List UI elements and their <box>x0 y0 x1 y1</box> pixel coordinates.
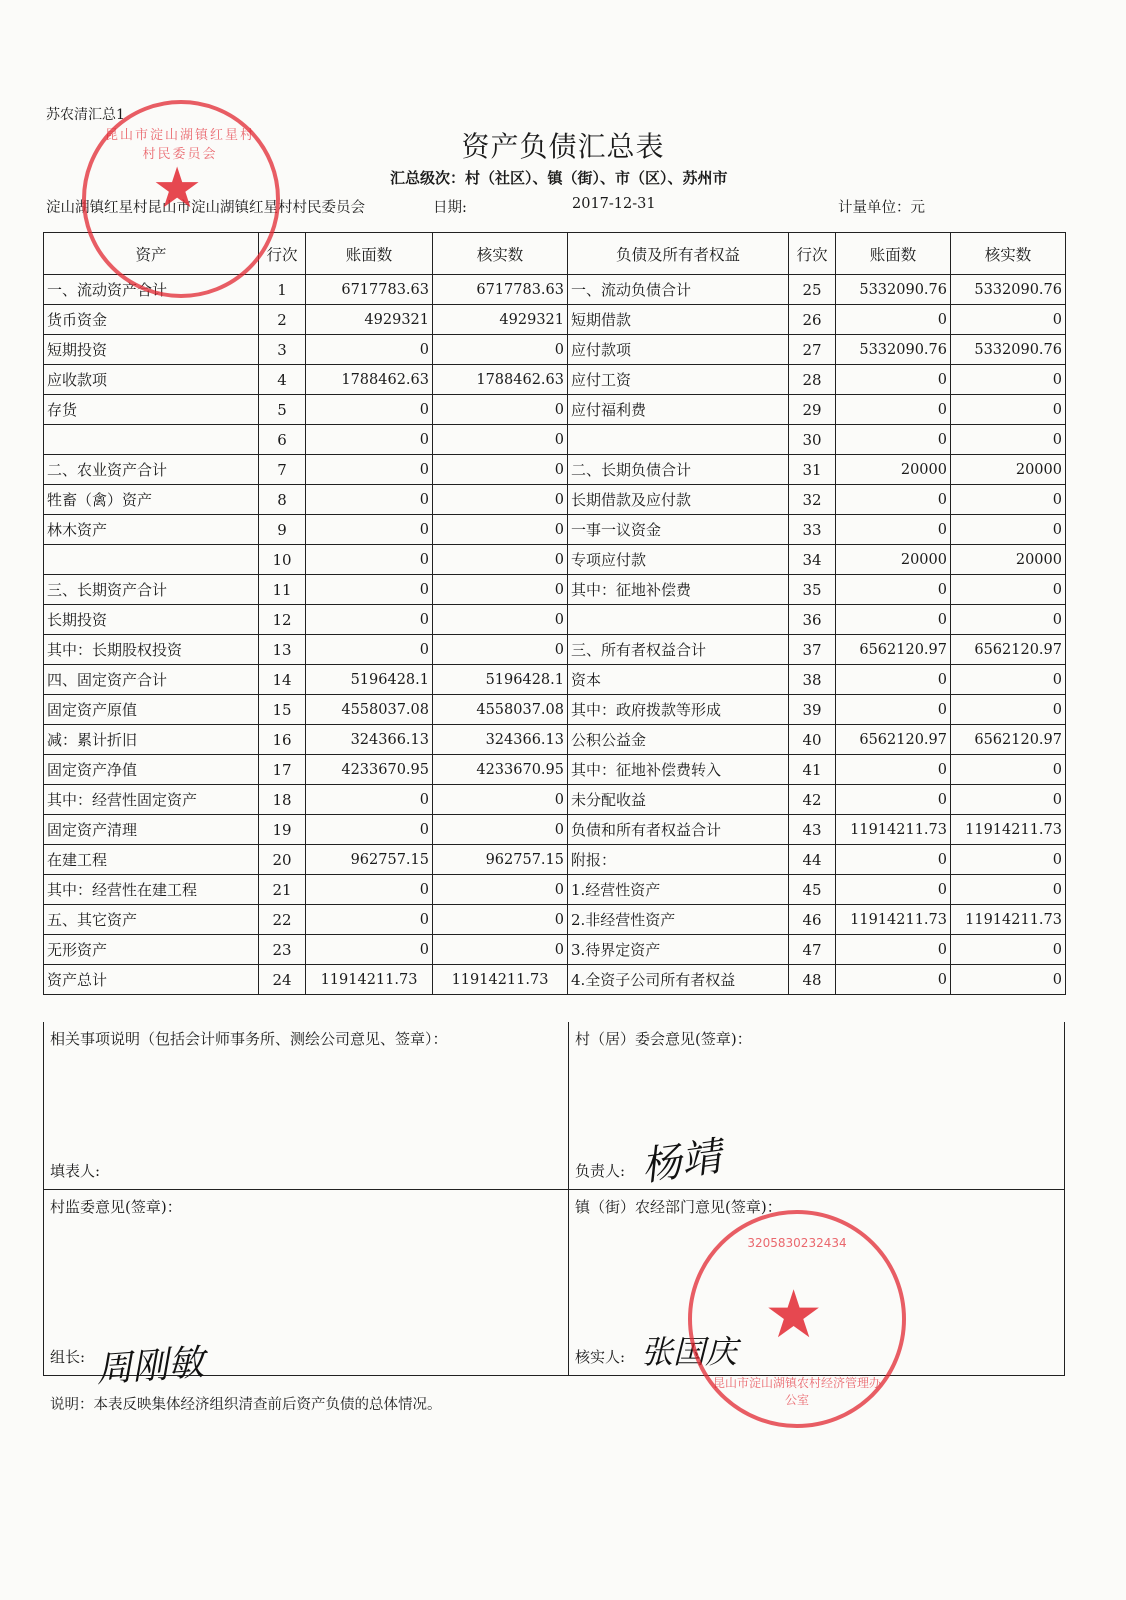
table-row <box>44 485 1066 515</box>
asset-book-value: 0 <box>306 905 433 935</box>
asset-verified-value: 11914211.73 <box>433 965 568 995</box>
col-header-row-no: 行次 <box>789 233 836 275</box>
asset-verified-value: 0 <box>433 605 568 635</box>
liability-item-name: 应付工资 <box>568 365 789 395</box>
asset-book-value: 0 <box>306 485 433 515</box>
star-icon: ★ <box>764 1276 824 1353</box>
asset-row-no: 22 <box>259 905 306 935</box>
opinion-section <box>43 1022 1065 1391</box>
liability-item-name: 短期借款 <box>568 305 789 335</box>
asset-verified-value: 0 <box>433 485 568 515</box>
liability-book-value: 6562120.97 <box>836 725 951 755</box>
table-row <box>44 755 1066 785</box>
liability-item-name: 负债和所有者权益合计 <box>568 815 789 845</box>
liability-row-no: 33 <box>789 515 836 545</box>
liability-item-name: 1.经营性资产 <box>568 875 789 905</box>
asset-book-value: 962757.15 <box>306 845 433 875</box>
table-body <box>44 275 1066 995</box>
liability-book-value: 6562120.97 <box>836 635 951 665</box>
asset-item-name: 固定资产清理 <box>44 815 259 845</box>
footer-note: 说明：本表反映集体经济组织清查前后资产负债的总体情况。 <box>50 1397 442 1413</box>
team-leader-signature: 周刚敏 <box>94 1342 206 1391</box>
liability-row-no: 47 <box>789 935 836 965</box>
supervision-box <box>43 1190 568 1391</box>
asset-book-value: 0 <box>306 605 433 635</box>
organization-name: 淀山湖镇红星村昆山市淀山湖镇红星村村民委员会 <box>46 200 365 216</box>
asset-row-no: 23 <box>259 935 306 965</box>
liability-item-name: 一事一议资金 <box>568 515 789 545</box>
asset-book-value: 6717783.63 <box>306 275 433 305</box>
seal-text: 昆山市淀山湖镇农村经济管理办公室 <box>712 1376 881 1407</box>
asset-verified-value: 0 <box>433 545 568 575</box>
liability-book-value: 0 <box>836 935 951 965</box>
liability-verified-value: 0 <box>951 785 1066 815</box>
asset-row-no: 6 <box>259 425 306 455</box>
asset-book-value: 0 <box>306 395 433 425</box>
asset-row-no: 10 <box>259 545 306 575</box>
liability-verified-value: 0 <box>951 695 1066 725</box>
asset-item-name: 二、农业资产合计 <box>44 455 259 485</box>
liability-verified-value: 0 <box>951 935 1066 965</box>
asset-verified-value: 0 <box>433 635 568 665</box>
liability-item-name: 4.全资子公司所有者权益 <box>568 965 789 995</box>
asset-verified-value: 0 <box>433 935 568 965</box>
balance-sheet-table <box>43 232 1066 995</box>
asset-book-value: 0 <box>306 455 433 485</box>
unit-label: 计量单位：元 <box>838 200 925 216</box>
asset-verified-value: 0 <box>433 785 568 815</box>
asset-item-name: 其中：经营性在建工程 <box>44 875 259 905</box>
asset-item-name: 长期投资 <box>44 605 259 635</box>
town-dept-label: 镇（街）农经部门意见(签章)： <box>575 1198 782 1216</box>
asset-row-no: 11 <box>259 575 306 605</box>
seal-code: 3205830232434 <box>747 1236 847 1250</box>
asset-verified-value: 1788462.63 <box>433 365 568 395</box>
liability-item-name: 未分配收益 <box>568 785 789 815</box>
asset-row-no: 13 <box>259 635 306 665</box>
asset-item-name: 固定资产原值 <box>44 695 259 725</box>
asset-item-name: 无形资产 <box>44 935 259 965</box>
liability-book-value: 0 <box>836 365 951 395</box>
liability-item-name: 二、长期负债合计 <box>568 455 789 485</box>
asset-row-no: 19 <box>259 815 306 845</box>
table-row <box>44 545 1066 575</box>
liability-verified-value: 0 <box>951 755 1066 785</box>
col-header-verified-value: 核实数 <box>433 233 568 275</box>
asset-book-value: 0 <box>306 515 433 545</box>
liability-book-value: 0 <box>836 605 951 635</box>
liability-row-no: 28 <box>789 365 836 395</box>
asset-verified-value: 0 <box>433 335 568 365</box>
asset-row-no: 5 <box>259 395 306 425</box>
table-row <box>44 305 1066 335</box>
liability-book-value: 0 <box>836 485 951 515</box>
liability-item-name: 长期借款及应付款 <box>568 485 789 515</box>
verifier-signature: 张国庆 <box>641 1333 738 1371</box>
liability-item-name: 其中：征地补偿费 <box>568 575 789 605</box>
asset-row-no: 1 <box>259 275 306 305</box>
liability-book-value: 0 <box>836 695 951 725</box>
asset-row-no: 7 <box>259 455 306 485</box>
liability-item-name <box>568 605 789 635</box>
asset-book-value: 0 <box>306 635 433 665</box>
village-committee-seal <box>82 100 280 298</box>
village-committee-box <box>568 1022 1065 1190</box>
asset-book-value: 0 <box>306 335 433 365</box>
table-row <box>44 665 1066 695</box>
asset-book-value: 0 <box>306 425 433 455</box>
asset-item-name: 三、长期资产合计 <box>44 575 259 605</box>
asset-verified-value: 4233670.95 <box>433 755 568 785</box>
page-title: 资产负债汇总表 <box>461 130 665 163</box>
liability-row-no: 30 <box>789 425 836 455</box>
liability-row-no: 34 <box>789 545 836 575</box>
table-row <box>44 425 1066 455</box>
liability-row-no: 36 <box>789 605 836 635</box>
liability-row-no: 32 <box>789 485 836 515</box>
star-icon: ★ <box>152 156 203 221</box>
liability-book-value: 0 <box>836 575 951 605</box>
asset-item-name: 在建工程 <box>44 845 259 875</box>
liability-verified-value: 0 <box>951 395 1066 425</box>
liability-row-no: 44 <box>789 845 836 875</box>
asset-row-no: 15 <box>259 695 306 725</box>
asset-item-name: 资产总计 <box>44 965 259 995</box>
liability-verified-value: 0 <box>951 665 1066 695</box>
asset-item-name: 四、固定资产合计 <box>44 665 259 695</box>
asset-verified-value: 0 <box>433 515 568 545</box>
liability-verified-value: 5332090.76 <box>951 335 1066 365</box>
liability-book-value: 5332090.76 <box>836 275 951 305</box>
table-row <box>44 875 1066 905</box>
supervision-label: 村监委意见(签章)： <box>50 1198 182 1216</box>
asset-item-name: 林木资产 <box>44 515 259 545</box>
liability-item-name: 附报： <box>568 845 789 875</box>
asset-row-no: 24 <box>259 965 306 995</box>
liability-row-no: 38 <box>789 665 836 695</box>
responsible-label: 负责人: <box>575 1162 626 1180</box>
town-office-seal <box>688 1210 906 1428</box>
asset-item-name <box>44 425 259 455</box>
asset-verified-value: 0 <box>433 425 568 455</box>
table-row <box>44 635 1066 665</box>
related-notes-label: 相关事项说明（包括会计师事务所、测绘公司意见、签章）： <box>50 1030 448 1048</box>
liability-book-value: 0 <box>836 755 951 785</box>
liability-verified-value: 20000 <box>951 455 1066 485</box>
responsible-signature: 杨靖 <box>638 1133 725 1191</box>
col-header-verified-value: 核实数 <box>951 233 1066 275</box>
liability-verified-value: 0 <box>951 965 1066 995</box>
asset-verified-value: 0 <box>433 395 568 425</box>
team-leader-label: 组长: <box>50 1348 86 1366</box>
asset-row-no: 4 <box>259 365 306 395</box>
asset-row-no: 2 <box>259 305 306 335</box>
liability-row-no: 45 <box>789 875 836 905</box>
table-row <box>44 365 1066 395</box>
asset-row-no: 20 <box>259 845 306 875</box>
liability-item-name: 应付款项 <box>568 335 789 365</box>
liability-verified-value: 0 <box>951 485 1066 515</box>
liability-item-name: 一、流动负债合计 <box>568 275 789 305</box>
asset-item-name: 一、流动资产合计 <box>44 275 259 305</box>
col-header-assets: 资产 <box>44 233 259 275</box>
asset-row-no: 12 <box>259 605 306 635</box>
asset-verified-value: 0 <box>433 455 568 485</box>
liability-book-value: 0 <box>836 395 951 425</box>
liability-item-name: 公积公益金 <box>568 725 789 755</box>
asset-book-value: 0 <box>306 575 433 605</box>
village-committee-label: 村（居）委会意见(签章)： <box>575 1030 752 1048</box>
liability-item-name: 专项应付款 <box>568 545 789 575</box>
liability-book-value: 0 <box>836 515 951 545</box>
asset-item-name: 五、其它资产 <box>44 905 259 935</box>
asset-book-value: 0 <box>306 545 433 575</box>
asset-row-no: 18 <box>259 785 306 815</box>
table-row <box>44 605 1066 635</box>
liability-verified-value: 0 <box>951 875 1066 905</box>
liability-book-value: 0 <box>836 665 951 695</box>
table-row <box>44 815 1066 845</box>
asset-verified-value: 324366.13 <box>433 725 568 755</box>
col-header-row-no: 行次 <box>259 233 306 275</box>
related-notes-box <box>43 1022 568 1190</box>
asset-book-value: 0 <box>306 875 433 905</box>
liability-book-value: 11914211.73 <box>836 815 951 845</box>
liability-verified-value: 11914211.73 <box>951 815 1066 845</box>
summary-level: 汇总级次：村（社区）、镇（街）、市（区）、苏州市 <box>390 169 728 187</box>
asset-verified-value: 6717783.63 <box>433 275 568 305</box>
asset-book-value: 324366.13 <box>306 725 433 755</box>
liability-row-no: 37 <box>789 635 836 665</box>
liability-row-no: 46 <box>789 905 836 935</box>
liability-book-value: 0 <box>836 875 951 905</box>
liability-item-name: 资本 <box>568 665 789 695</box>
liability-book-value: 20000 <box>836 455 951 485</box>
asset-item-name: 固定资产净值 <box>44 755 259 785</box>
asset-item-name: 牲畜（禽）资产 <box>44 485 259 515</box>
liability-row-no: 42 <box>789 785 836 815</box>
liability-item-name: 其中：政府拨款等形成 <box>568 695 789 725</box>
asset-verified-value: 5196428.1 <box>433 665 568 695</box>
date-label: 日期: <box>433 200 467 216</box>
liability-verified-value: 6562120.97 <box>951 635 1066 665</box>
liability-row-no: 48 <box>789 965 836 995</box>
table-row <box>44 845 1066 875</box>
asset-item-name: 存货 <box>44 395 259 425</box>
liability-verified-value: 0 <box>951 305 1066 335</box>
table-row <box>44 725 1066 755</box>
col-header-book-value: 账面数 <box>836 233 951 275</box>
asset-book-value: 4558037.08 <box>306 695 433 725</box>
liability-verified-value: 0 <box>951 845 1066 875</box>
liability-verified-value: 11914211.73 <box>951 905 1066 935</box>
liability-book-value: 5332090.76 <box>836 335 951 365</box>
liability-item-name: 三、所有者权益合计 <box>568 635 789 665</box>
table-row <box>44 395 1066 425</box>
liability-verified-value: 6562120.97 <box>951 725 1066 755</box>
asset-book-value: 0 <box>306 935 433 965</box>
liability-verified-value: 20000 <box>951 545 1066 575</box>
liability-row-no: 43 <box>789 815 836 845</box>
liability-verified-value: 0 <box>951 605 1066 635</box>
table-row <box>44 785 1066 815</box>
form-code: 苏农清汇总1 <box>46 107 125 123</box>
asset-book-value: 4233670.95 <box>306 755 433 785</box>
table-row <box>44 515 1066 545</box>
asset-item-name <box>44 545 259 575</box>
verifier-label: 核实人: <box>575 1348 626 1366</box>
liability-verified-value: 5332090.76 <box>951 275 1066 305</box>
preparer-label: 填表人: <box>50 1162 101 1180</box>
asset-row-no: 17 <box>259 755 306 785</box>
col-header-book-value: 账面数 <box>306 233 433 275</box>
asset-item-name: 应收款项 <box>44 365 259 395</box>
liability-book-value: 0 <box>836 305 951 335</box>
liability-book-value: 0 <box>836 425 951 455</box>
asset-book-value: 11914211.73 <box>306 965 433 995</box>
liability-item-name: 其中：征地补偿费转入 <box>568 755 789 785</box>
liability-item-name: 应付福利费 <box>568 395 789 425</box>
liability-item-name: 2.非经营性资产 <box>568 905 789 935</box>
liability-row-no: 40 <box>789 725 836 755</box>
table-row <box>44 905 1066 935</box>
asset-book-value: 5196428.1 <box>306 665 433 695</box>
asset-verified-value: 4558037.08 <box>433 695 568 725</box>
asset-row-no: 21 <box>259 875 306 905</box>
asset-verified-value: 0 <box>433 905 568 935</box>
liability-verified-value: 0 <box>951 575 1066 605</box>
asset-row-no: 14 <box>259 665 306 695</box>
table-row <box>44 335 1066 365</box>
table-row <box>44 455 1066 485</box>
table-row <box>44 695 1066 725</box>
asset-book-value: 1788462.63 <box>306 365 433 395</box>
liability-row-no: 25 <box>789 275 836 305</box>
liability-verified-value: 0 <box>951 365 1066 395</box>
liability-book-value: 0 <box>836 845 951 875</box>
asset-verified-value: 0 <box>433 815 568 845</box>
asset-book-value: 4929321 <box>306 305 433 335</box>
liability-row-no: 35 <box>789 575 836 605</box>
asset-item-name: 短期投资 <box>44 335 259 365</box>
asset-verified-value: 0 <box>433 575 568 605</box>
table-row <box>44 575 1066 605</box>
liability-book-value: 0 <box>836 785 951 815</box>
liability-row-no: 29 <box>789 395 836 425</box>
asset-verified-value: 962757.15 <box>433 845 568 875</box>
asset-row-no: 16 <box>259 725 306 755</box>
asset-row-no: 8 <box>259 485 306 515</box>
liability-row-no: 41 <box>789 755 836 785</box>
liability-book-value: 11914211.73 <box>836 905 951 935</box>
asset-item-name: 其中：经营性固定资产 <box>44 785 259 815</box>
liability-row-no: 39 <box>789 695 836 725</box>
liability-row-no: 27 <box>789 335 836 365</box>
liability-book-value: 20000 <box>836 545 951 575</box>
liability-item-name: 3.待界定资产 <box>568 935 789 965</box>
col-header-liabilities-equity: 负债及所有者权益 <box>568 233 789 275</box>
asset-verified-value: 0 <box>433 875 568 905</box>
date-value: 2017-12-31 <box>572 196 656 212</box>
table-row <box>44 935 1066 965</box>
asset-row-no: 3 <box>259 335 306 365</box>
asset-row-no: 9 <box>259 515 306 545</box>
liability-verified-value: 0 <box>951 425 1066 455</box>
asset-book-value: 0 <box>306 785 433 815</box>
liability-book-value: 0 <box>836 965 951 995</box>
liability-row-no: 31 <box>789 455 836 485</box>
asset-item-name: 其中：长期股权投资 <box>44 635 259 665</box>
asset-item-name: 货币资金 <box>44 305 259 335</box>
asset-book-value: 0 <box>306 815 433 845</box>
table-row <box>44 965 1066 995</box>
seal-text: 昆山市淀山湖镇红星村村民委员会 <box>104 128 255 162</box>
liability-verified-value: 0 <box>951 515 1066 545</box>
asset-verified-value: 4929321 <box>433 305 568 335</box>
liability-row-no: 26 <box>789 305 836 335</box>
asset-item-name: 减：累计折旧 <box>44 725 259 755</box>
liability-item-name <box>568 425 789 455</box>
